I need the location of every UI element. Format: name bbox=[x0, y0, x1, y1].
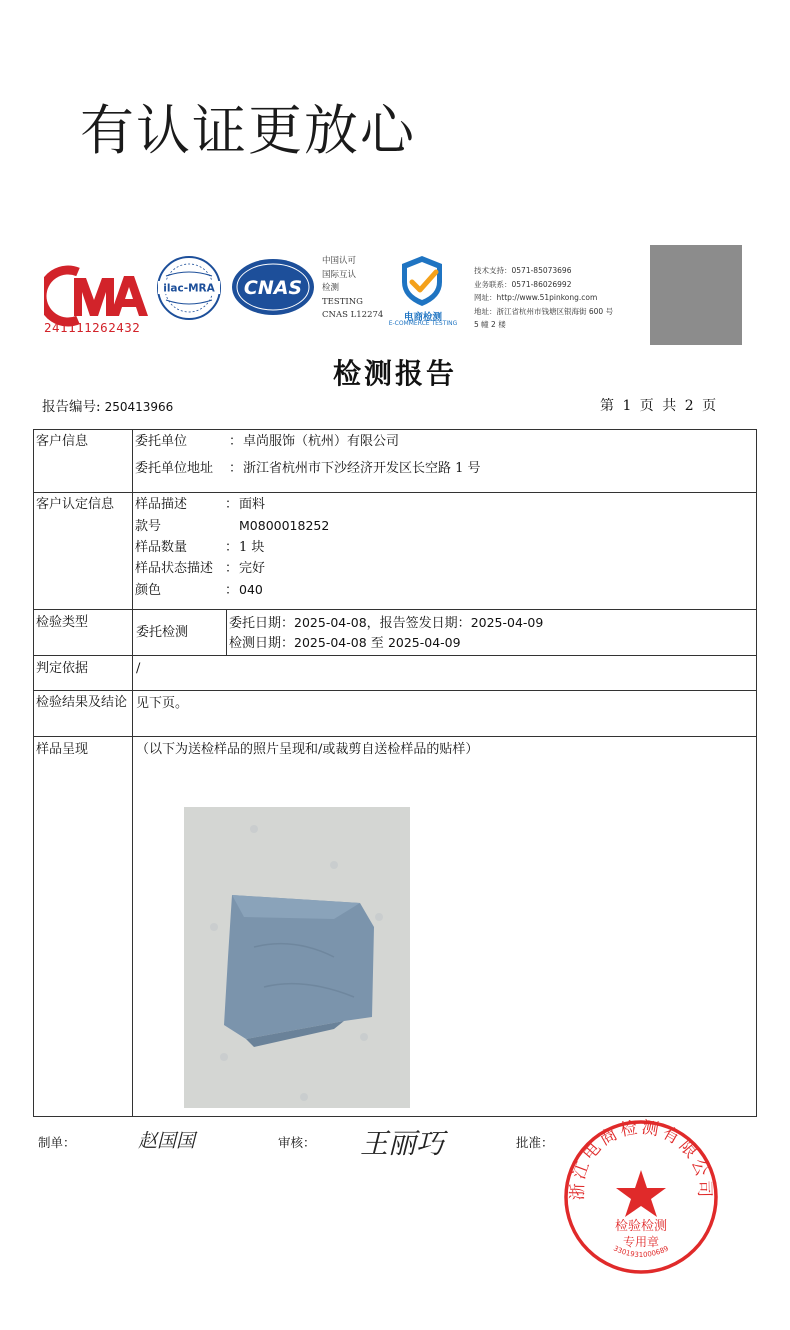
prepared-by-signature: 赵国国 bbox=[138, 1130, 196, 1152]
sample-row: 颜色 ：040 bbox=[135, 579, 735, 601]
svg-text:专用章: 专用章 bbox=[622, 1235, 660, 1249]
sample-info-label: 客户认定信息 bbox=[36, 497, 115, 512]
sample-value: 面料 bbox=[239, 497, 266, 512]
qr-code-placeholder bbox=[650, 245, 742, 345]
client-row: 委托单位 ：卓尚服饰（杭州）有限公司 bbox=[135, 431, 755, 452]
cnas-line: 中国认可 bbox=[322, 256, 357, 266]
sample-row: 样品数量 ：1 块 bbox=[135, 537, 735, 558]
official-seal-stamp bbox=[562, 1118, 720, 1276]
prepared-by-label: 制单： bbox=[38, 1135, 76, 1150]
entrust-date-label: 委托日期： bbox=[229, 616, 295, 631]
ecommerce-cn-label: 电商检测 bbox=[403, 312, 442, 323]
test-date-start: 2025-04-08 bbox=[294, 635, 367, 650]
ecommerce-testing-logo bbox=[392, 252, 452, 308]
reviewed-by-signature: 王丽巧 bbox=[360, 1127, 445, 1160]
client-address-row: 委托单位地址 ：浙江省杭州市下沙经济开发区长空路 1 号 bbox=[135, 458, 755, 479]
test-date-label: 检测日期： bbox=[229, 636, 295, 651]
sample-key: 样品状态描述 bbox=[135, 561, 214, 576]
contact-line: 网址：http://www.51pinkong.com bbox=[474, 293, 598, 302]
table-column-divider bbox=[226, 609, 227, 655]
sample-row: 样品描述 ：面料 bbox=[135, 494, 735, 515]
table-column-divider bbox=[132, 429, 133, 1117]
test-date-sep: 至 bbox=[366, 636, 388, 651]
cnas-line: CNAS L12274 bbox=[322, 310, 384, 320]
sample-value: 040 bbox=[239, 582, 263, 597]
sample-key: 样品数量 bbox=[135, 540, 188, 555]
sample-row: 样品状态描述 ：完好 bbox=[135, 558, 735, 579]
cnas-line: TESTING bbox=[322, 296, 363, 307]
client-key: 委托单位 bbox=[135, 434, 188, 449]
report-number-label: 报告编号: bbox=[42, 399, 101, 415]
sample-presentation-note: （以下为送检样品的照片呈现和/或裁剪自送检样品的贴样） bbox=[136, 742, 479, 757]
entrust-date: 2025-04-08 bbox=[294, 615, 367, 630]
cnas-line: 国际互认 bbox=[322, 269, 357, 280]
table-divider bbox=[33, 609, 757, 610]
judgment-basis-label: 判定依据 bbox=[36, 661, 89, 676]
cnas-text bbox=[322, 255, 383, 323]
judgment-basis-value: / bbox=[136, 661, 141, 676]
cma-number: 241111262432 bbox=[44, 320, 141, 335]
contact-info bbox=[474, 264, 613, 332]
svg-text:浙江电商检测有限公司: 浙江电商检测有限公司 bbox=[567, 1118, 715, 1201]
page-indicator: 第 1 页 共 2 页 bbox=[600, 398, 719, 414]
client-address-key: 委托单位地址 bbox=[135, 461, 214, 476]
svg-text:CNAS: CNAS bbox=[243, 277, 303, 299]
table-divider bbox=[33, 492, 757, 493]
svg-text:3301931000689: 3301931000689 bbox=[612, 1244, 670, 1259]
issue-date: 2025-04-09 bbox=[470, 615, 544, 630]
contact-line: 技术支持：0571-85073696 bbox=[474, 266, 572, 275]
sample-value: M0800018252 bbox=[239, 518, 330, 533]
page-headline: 有认证更放心 bbox=[80, 99, 416, 162]
cnas-logo bbox=[230, 257, 316, 317]
table-divider bbox=[33, 655, 757, 656]
inspection-type-label: 检验类型 bbox=[36, 615, 89, 630]
contact-line: 地址：浙江省杭州市钱塘区银海街 600 号 bbox=[474, 306, 614, 316]
table-divider bbox=[33, 690, 757, 691]
ecommerce-en-label: E-COMMERCE TESTING bbox=[388, 320, 458, 327]
sample-value: 1 块 bbox=[239, 540, 265, 555]
sample-key: 款号 bbox=[135, 519, 162, 534]
sample-key: 颜色 bbox=[135, 583, 162, 598]
svg-text:检验检测: 检验检测 bbox=[614, 1219, 668, 1234]
report-title: 检测报告 bbox=[332, 357, 457, 390]
table-divider bbox=[33, 736, 757, 737]
result-label: 检验结果及结论 bbox=[36, 695, 128, 710]
client-address-value: 浙江省杭州市下沙经济开发区长空路 1 号 bbox=[243, 461, 481, 476]
approved-by-label: 批准： bbox=[516, 1135, 554, 1150]
contact-line: 业务联系：0571-86026992 bbox=[474, 279, 572, 289]
result-value: 见下页。 bbox=[136, 696, 189, 711]
report-number-value: 250413966 bbox=[104, 400, 174, 414]
test-dates bbox=[229, 632, 754, 654]
inspection-type-value: 委托检测 bbox=[136, 625, 189, 640]
sample-photo bbox=[184, 807, 410, 1108]
fabric-swatch-image bbox=[184, 807, 410, 1108]
svg-text:ilac-MRA: ilac-MRA bbox=[163, 282, 215, 295]
client-info-label: 客户信息 bbox=[36, 434, 89, 449]
sample-rows bbox=[135, 494, 735, 601]
sample-row bbox=[135, 515, 735, 537]
report-number bbox=[42, 395, 173, 415]
test-date-end: 2025-04-09 bbox=[387, 635, 461, 650]
ilac-mra-logo bbox=[156, 254, 222, 322]
issue-date-label: ，报告签发日期： bbox=[366, 616, 471, 631]
contact-line: 5 幢 2 楼 bbox=[474, 320, 506, 329]
entrust-dates bbox=[229, 612, 754, 634]
sample-value: 完好 bbox=[239, 561, 266, 576]
sample-key: 样品描述 bbox=[135, 497, 188, 512]
reviewed-by-label: 审核： bbox=[278, 1135, 316, 1150]
cnas-line: 检测 bbox=[322, 283, 340, 293]
sample-presentation-label: 样品呈现 bbox=[36, 742, 89, 757]
client-value: 卓尚服饰（杭州）有限公司 bbox=[243, 434, 400, 449]
